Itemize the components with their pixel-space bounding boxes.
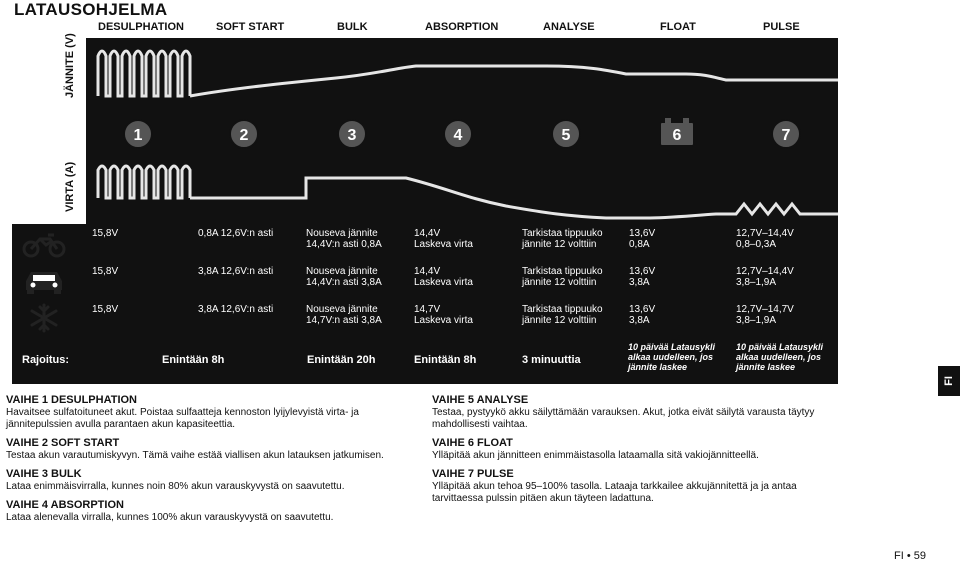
phase-text: Lataa enimmäisvirralla, kunnes noin 80% akun varauskyvystä on saavutettu. [6, 481, 345, 492]
stage-number-7-label: 7 [781, 127, 791, 144]
phase-heading: VAIHE 4 ABSORPTION [6, 499, 124, 511]
phase-heading: VAIHE 1 DESULPHATION [6, 394, 137, 406]
stage-number-1 [124, 120, 152, 148]
page-title: LATAUSOHJELMA [14, 0, 168, 19]
phase-heading: VAIHE 2 SOFT START [6, 437, 120, 449]
stage-header-absorption: ABSORPTION [425, 21, 499, 33]
stage-header-analyse: ANALYSE [543, 21, 595, 33]
table-cell: 3,8A 12,6V:n asti [198, 266, 274, 277]
limit-value: Enintään 8h [162, 354, 225, 366]
car-icon [22, 266, 66, 296]
stage-number-7 [772, 120, 800, 148]
table-cell: 14,4V Laskeva virta [414, 228, 473, 250]
phase-heading: VAIHE 6 FLOAT [432, 437, 513, 449]
table-cell: 12,7V–14,4V 3,8–1,9A [736, 266, 794, 288]
limit-value: Enintään 8h [414, 354, 477, 366]
descriptions-left [6, 394, 396, 530]
stage-number-6 [660, 118, 694, 146]
table-cell: 15,8V [92, 228, 119, 239]
stage-number-6-label: 6 [672, 127, 682, 144]
phase-text: Lataa alenevalla virralla, kunnes 100% akun varauskyvystä on saavutettu. [6, 512, 334, 523]
phase-text: Ylläpitää akun jännitteen enimmäistasolla lataamalla sitä vakiojännitteellä. [432, 450, 759, 461]
language-tab-label: FI [943, 376, 955, 386]
stage-number-3-label: 3 [347, 127, 357, 144]
table-cell: 15,8V [92, 266, 119, 277]
table-cell: Nouseva jännite 14,7V:n asti 3,8A [306, 304, 382, 326]
stage-number-1-label: 1 [133, 127, 143, 144]
table-cell: 12,7V–14,7V 3,8–1,9A [736, 304, 794, 326]
current-pulse-curve [98, 166, 190, 198]
snowflake-icon [22, 303, 66, 333]
table-cell: 13,6V 3,8A [629, 266, 656, 288]
stage-number-3 [338, 120, 366, 148]
table-cell: 15,8V [92, 304, 119, 315]
stage-number-2-label: 2 [239, 127, 249, 144]
stage-number-5 [552, 120, 580, 148]
stage-number-5-label: 5 [561, 127, 571, 144]
table-cell: 13,6V 3,8A [629, 304, 656, 326]
table-cell: Tarkistaa tippuuko jännite 12 volttiin [522, 228, 603, 250]
current-axis-label: VIRTA (A) [64, 161, 76, 212]
table-cell: 14,4V Laskeva virta [414, 266, 473, 288]
table-cell: 14,7V Laskeva virta [414, 304, 473, 326]
language-tab [938, 366, 960, 396]
stage-number-2 [230, 120, 258, 148]
voltage-pulse-curve [98, 51, 190, 96]
current-curve [190, 178, 838, 218]
voltage-axis-label: JÄNNITE (V) [64, 33, 76, 98]
table-cell: 12,7V–14,4V 0,8–0,3A [736, 228, 794, 250]
limit-label: Rajoitus: [22, 354, 70, 366]
phase-heading: VAIHE 3 BULK [6, 468, 82, 480]
phase-text: Ylläpitää akun tehoa 95–100% tasolla. Lataaja tarkkailee akkujännitettä ja ja antaa tarvittaessa pulssin pitäen akun täyteen ladattuna. [432, 481, 797, 504]
table-cell: Nouseva jännite 14,4V:n asti 0,8A [306, 228, 382, 250]
page-footer: FI • 59 [894, 550, 926, 562]
stage-header-float: FLOAT [660, 21, 696, 33]
stage-header-pulse: PULSE [763, 21, 800, 33]
table-cell: Tarkistaa tippuuko jännite 12 volttiin [522, 266, 603, 288]
phase-text: Testaa, pystyykö akku säilyttämään varauksen. Akut, jotka eivät säilytä varausta täytyy mahdollisesti vaihtaa. [432, 407, 815, 430]
voltage-curve [190, 66, 838, 96]
table-cell: Nouseva jännite 14,4V:n asti 3,8A [306, 266, 382, 288]
stage-header-bulk: BULK [337, 21, 368, 33]
table-cell: 0,8A 12,6V:n asti [198, 228, 274, 239]
phase-text: Testaa akun varautumiskyvyn. Tämä vaihe estää viallisen akun latauksen jatkumisen. [6, 450, 384, 461]
stage-number-4 [444, 120, 472, 148]
stage-header-desulphation: DESULPHATION [98, 21, 184, 33]
limit-value: 3 minuuttia [522, 354, 581, 366]
stage-number-4-label: 4 [453, 127, 463, 144]
table-cell: Tarkistaa tippuuko jännite 12 volttiin [522, 304, 603, 326]
phase-heading: VAIHE 5 ANALYSE [432, 394, 529, 406]
table-cell: 13,6V 0,8A [629, 228, 656, 250]
phase-heading: VAIHE 7 PULSE [432, 468, 514, 480]
table-cell: 3,8A 12,6V:n asti [198, 304, 274, 315]
float-note: 10 päivää Latausykli alkaa uudelleen, jos jännite laskee [628, 342, 716, 372]
motorcycle-icon [22, 229, 66, 259]
descriptions-right [432, 394, 832, 511]
pulse-note: 10 päivää Latausykli alkaa uudelleen, jos jännite laskee [736, 342, 824, 372]
limit-value: Enintään 20h [307, 354, 376, 366]
phase-text: Havaitsee sulfatoituneet akut. Poistaa sulfaatteja kennoston lyijylevyistä virta- ja jännitepulssien avulla parantaen akun kapasiteettia. [6, 407, 359, 430]
stage-header-soft-start: SOFT START [216, 21, 285, 33]
charging-curve-graph [86, 38, 838, 224]
